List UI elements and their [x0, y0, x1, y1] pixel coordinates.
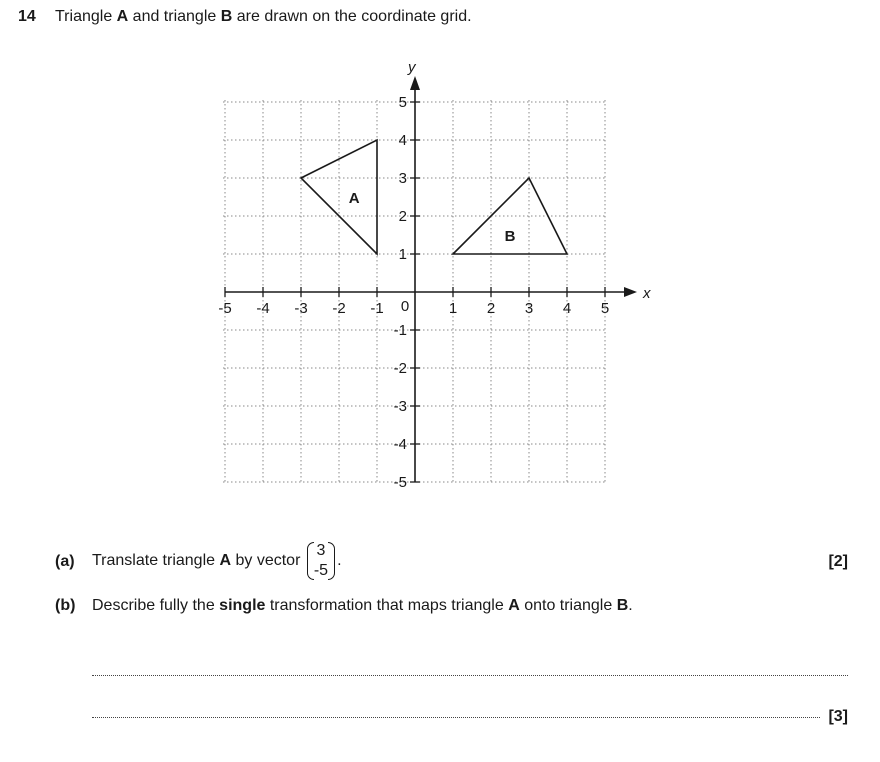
- y-tick-label: 2: [398, 208, 407, 225]
- part-b-marks: [3]: [828, 708, 848, 725]
- x-tick-label: -4: [256, 300, 270, 317]
- y-tick-label: 5: [398, 94, 407, 111]
- y-tick-label: -5: [393, 474, 407, 491]
- x-axis-arrow: [624, 287, 637, 297]
- x-tick-label: 4: [562, 300, 572, 317]
- triangle-b-ref: B: [220, 8, 233, 25]
- answer-line-1[interactable]: [92, 675, 848, 676]
- question-text: Triangle A and triangle B are drawn on the coordinate grid.: [55, 8, 472, 25]
- triangle-a-ref: A: [116, 8, 129, 25]
- y-tick-label: -2: [393, 360, 407, 377]
- question-number: 14: [18, 8, 36, 25]
- x-tick-label: 5: [600, 300, 610, 317]
- y-tick-label: -4: [393, 436, 407, 453]
- translation-vector: [307, 541, 335, 581]
- x-axis-label: x: [643, 285, 651, 302]
- part-a-text: Translate triangle A by vector 3 -5 .: [92, 542, 342, 579]
- y-tick-label: 3: [398, 170, 407, 187]
- x-tick-label: 3: [524, 300, 534, 317]
- triangle-a-label: A: [348, 190, 360, 207]
- vector-top: 3: [316, 542, 326, 559]
- y-axis-arrow: [410, 76, 420, 90]
- y-tick-label: 4: [398, 132, 407, 149]
- part-b-label: (b): [55, 597, 76, 614]
- triangle-b-label: B: [504, 228, 516, 245]
- part-a-marks: [2]: [828, 553, 848, 570]
- x-tick-label: -3: [294, 300, 308, 317]
- y-axis-label: y: [408, 59, 416, 76]
- x-tick-label: 1: [448, 300, 458, 317]
- origin-label: 0: [400, 298, 410, 315]
- x-tick-label: -5: [218, 300, 232, 317]
- y-tick-label: -1: [393, 322, 407, 339]
- part-a-label: (a): [55, 553, 75, 570]
- answer-line-2[interactable]: [92, 717, 820, 718]
- x-tick-label: 2: [486, 300, 496, 317]
- x-tick-label: -1: [370, 300, 384, 317]
- part-b-text: Describe fully the single transformation that maps triangle A onto triangle B.: [92, 597, 633, 614]
- vector-bottom: -5: [313, 562, 329, 579]
- x-tick-label: -2: [332, 300, 346, 317]
- y-tick-label: 1: [398, 246, 407, 263]
- y-tick-label: -3: [393, 398, 407, 415]
